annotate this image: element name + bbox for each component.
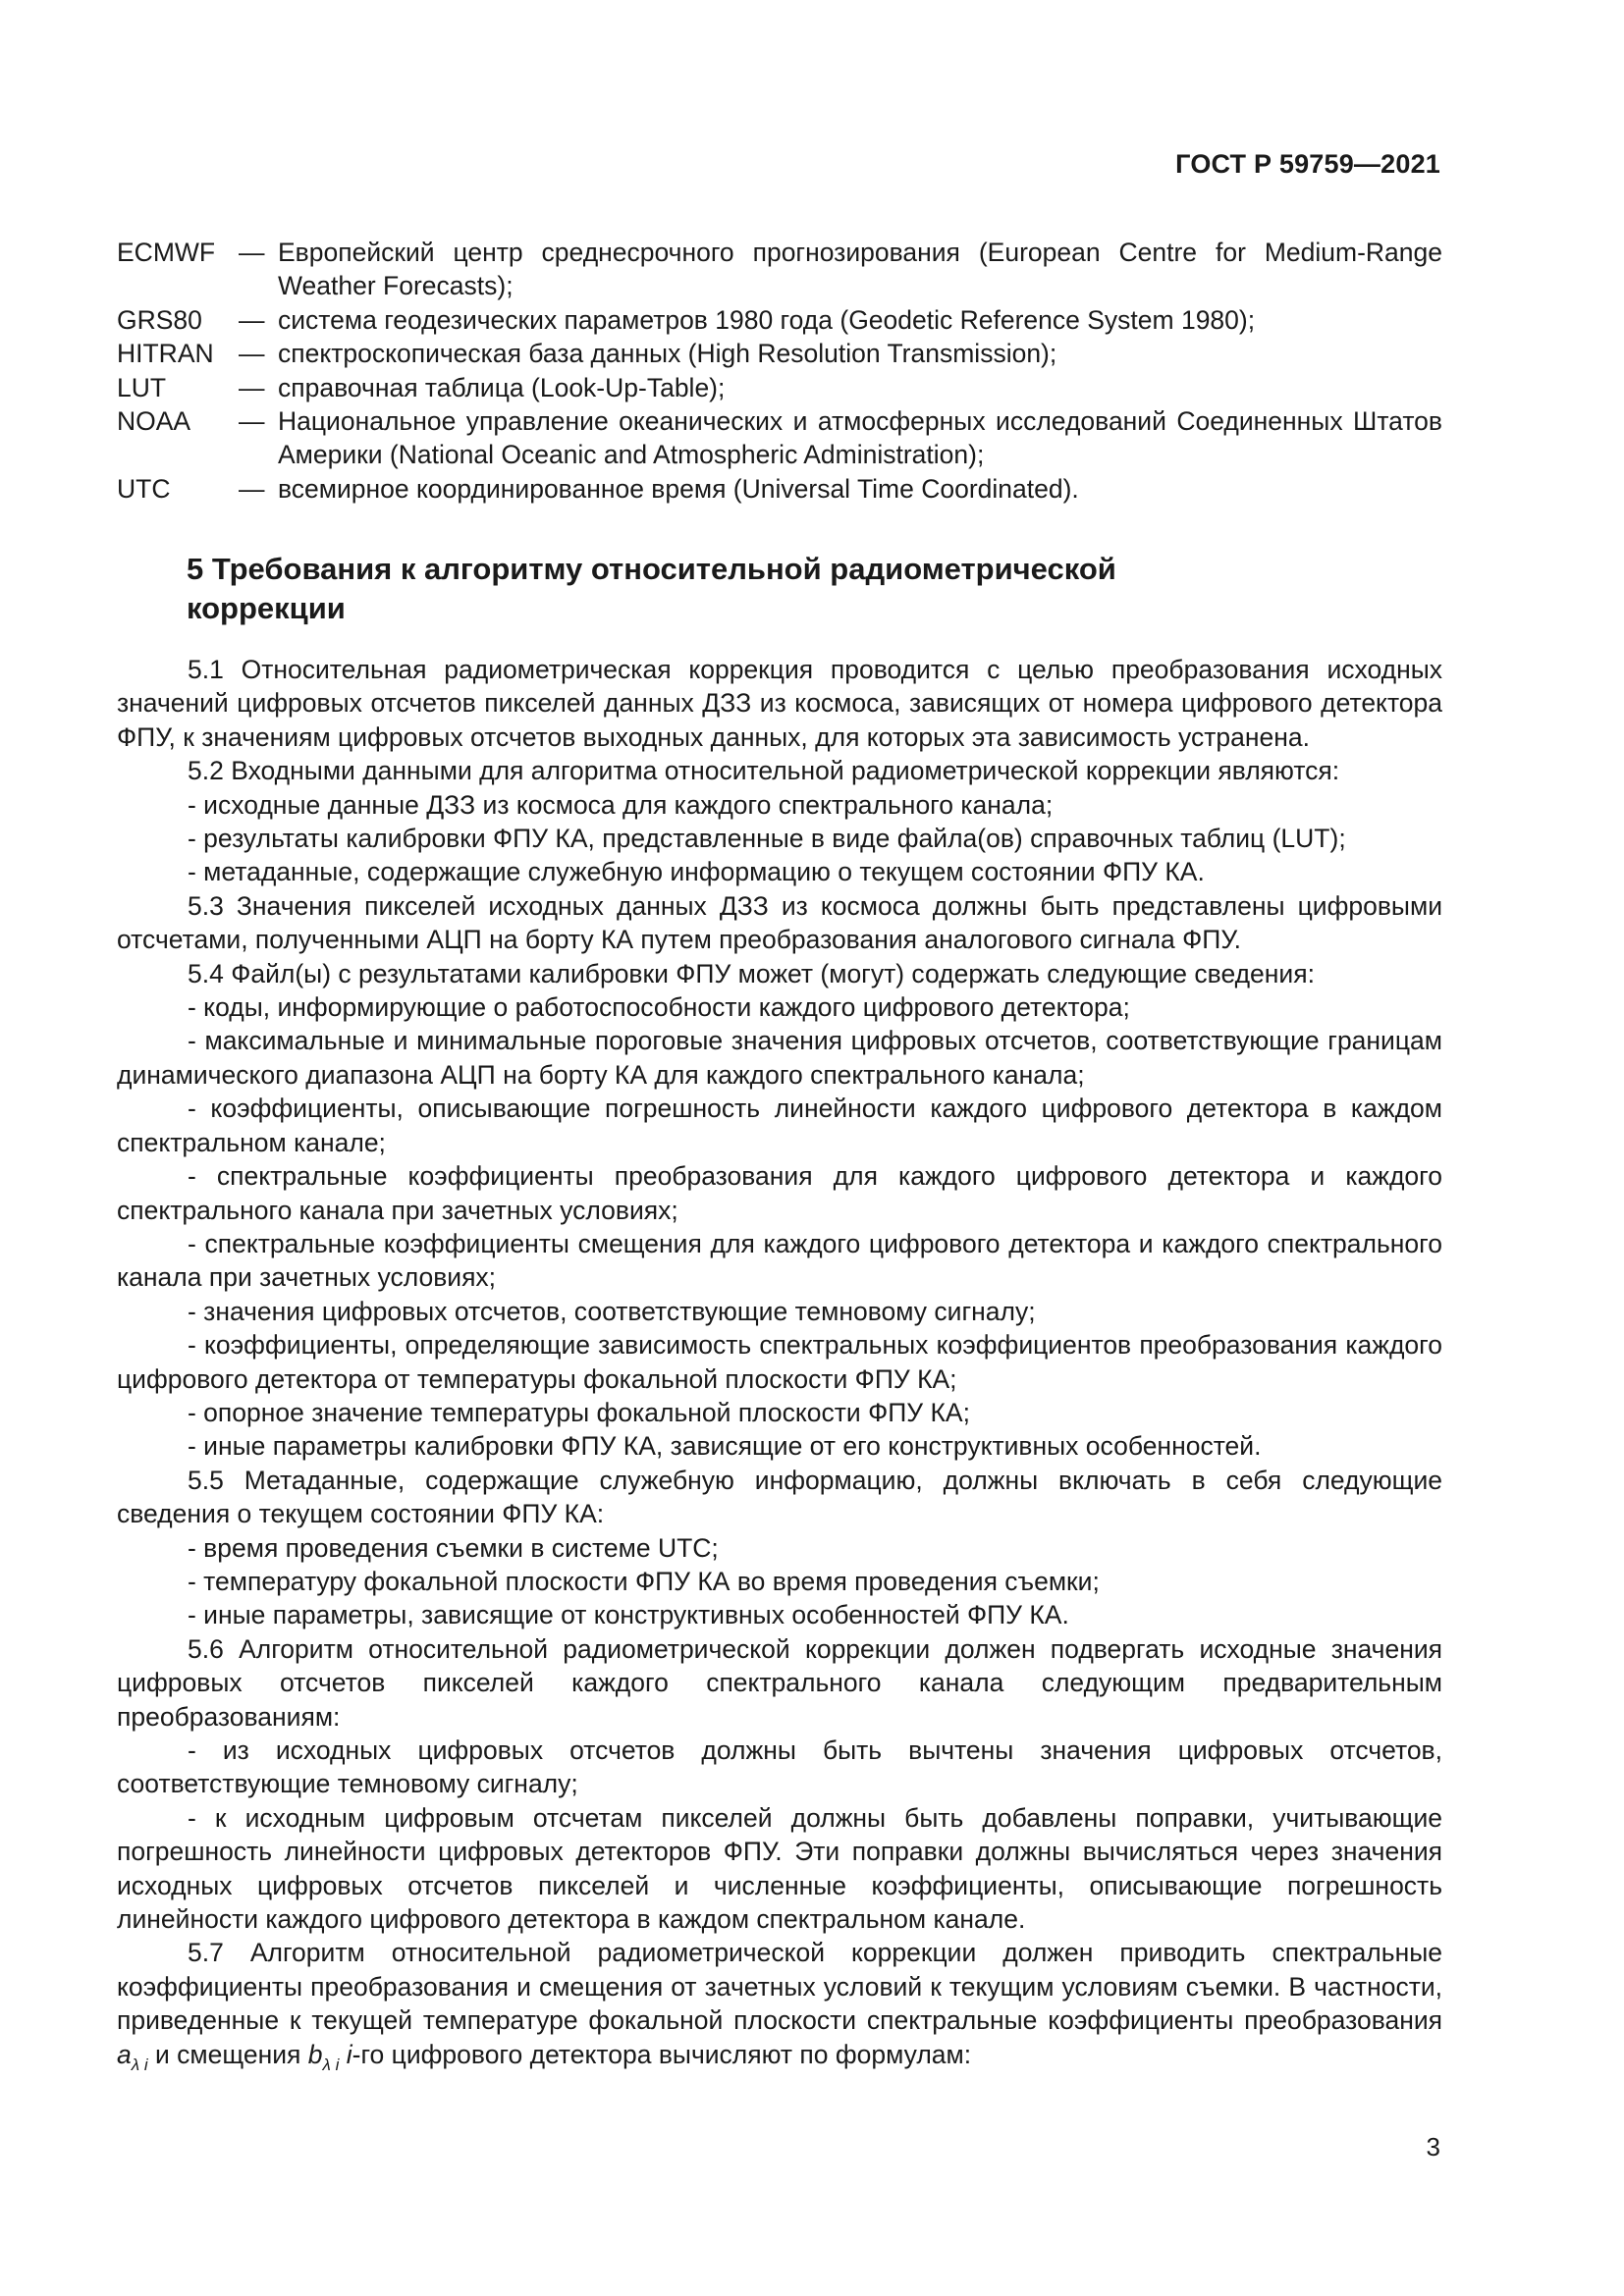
symbol-a: a — [117, 2039, 132, 2069]
list-item: - иные параметры калибровки ФПУ КА, зависящие от его конструктивных особенностей. — [188, 1431, 1262, 1462]
abbreviation-row — [117, 303, 1442, 337]
abbreviation-term: HITRAN — [117, 339, 214, 369]
paragraph: 5.4 Файл(ы) с результатами калибровки ФПУ может (могут) содержать следующие сведения: — [188, 958, 1315, 988]
list-item: - максимальные и минимальные пороговые значения цифровых отсчетов, соответствующие границам динамического диапазона АЦП на борту КА для каждого спектрального канала; — [117, 1026, 1442, 1090]
paragraph-text: 5.7 Алгоритм относительной радиометрической коррекции должен приводить спектральные коэффициенты преобразования и смещения от зачетных условий к текущим условиям съемки. В частности, приведенные к текущей температуре фокальной плоскости спектральные коэффициенты преобразования — [117, 1938, 1442, 2036]
abbreviation-definition: система геодезических параметров 1980 года (Geodetic Reference System 1980); — [278, 304, 1256, 335]
list-item: - иные параметры, зависящие от конструктивных особенностей ФПУ КА. — [188, 1600, 1069, 1630]
list-item: - коэффициенты, описывающие погрешность линейности каждого цифрового детектора в каждом спектральном канале; — [117, 1094, 1442, 1157]
list-item: - значения цифровых отсчетов, соответствующие темновому сигналу; — [188, 1296, 1036, 1326]
list-item: - метаданные, содержащие служебную информацию о текущем состоянии ФПУ КА. — [188, 857, 1205, 887]
paragraph: 5.3 Значения пикселей исходных данных ДЗЗ из космоса должны быть представлены цифровыми отсчетами, полученными АЦП на борту КА путем преобразования аналогового сигнала ФПУ. — [117, 890, 1442, 955]
abbreviation-row — [117, 337, 1442, 370]
paragraph-5-7 — [117, 1936, 1442, 2082]
abbreviation-row — [117, 472, 1442, 506]
list-item: - время проведения съемки в системе UTC; — [188, 1532, 719, 1563]
paragraph-text: и смещения — [147, 2039, 308, 2069]
abbreviation-term: NOAA — [117, 406, 191, 437]
paragraph: 5.1 Относительная радиометрическая коррекция проводится с целью преобразования исходных значений цифровых отсчетов пикселей данных ДЗЗ из космоса, зависящих от номера цифрового детектора ФПУ, к значениям цифровых отсчетов выходных данных, для которых эта зависимость устранена. — [117, 655, 1442, 752]
abbreviation-dash: — — [239, 406, 265, 437]
list-item: - температуру фокальной плоскости ФПУ КА во время проведения съемки; — [188, 1566, 1100, 1596]
abbreviation-row — [117, 404, 1442, 472]
subscript-a: λ i — [131, 2055, 148, 2074]
abbreviation-term: LUT — [117, 372, 167, 402]
list-item: - результаты калибровки ФПУ КА, представленные в виде файла(ов) справочных таблиц (LUT); — [188, 824, 1346, 854]
paragraph: 5.2 Входными данными для алгоритма относительной радиометрической коррекции являются: — [188, 756, 1340, 786]
paragraph-list — [117, 653, 1442, 1936]
list-item: - к исходным цифровым отсчетам пикселей должны быть добавлены поправки, учитывающие погрешность линейности цифровых детекторов ФПУ. Эти поправки должны вычисляться через значения исходных цифровых отсчетов пикселей и численные коэффициенты, описывающие погрешность линейности каждого цифрового детектора в каждом спектральном канале. — [117, 1802, 1442, 1935]
abbreviation-definition: справочная таблица (Look-Up-Table); — [278, 372, 726, 402]
paragraph: 5.5 Метаданные, содержащие служебную информацию, должны включать в себя следующие сведения о текущем состоянии ФПУ КА: — [117, 1465, 1442, 1529]
list-item: - спектральные коэффициенты смещения для каждого цифрового детектора и каждого спектрального канала при зачетных условиях; — [117, 1228, 1442, 1293]
paragraph-text: -го цифрового детектора вычисляют по формулам: — [352, 2039, 972, 2069]
list-item: - исходные данные ДЗЗ из космоса для каждого спектрального канала; — [188, 789, 1054, 820]
list-item: - коэффициенты, определяющие зависимость спектральных коэффициентов преобразования каждого цифрового детектора от температуры фокальной плоскости ФПУ КА; — [117, 1330, 1442, 1394]
list-item: - из исходных цифровых отсчетов должны быть вычтены значения цифровых отсчетов, соответствующие темновому сигналу; — [117, 1735, 1442, 1799]
abbreviation-dash: — — [239, 339, 265, 369]
abbreviation-dash: — — [239, 238, 265, 267]
abbreviation-dash: — — [239, 473, 265, 504]
subscript-b: λ i — [322, 2055, 340, 2074]
list-item: - спектральные коэффициенты преобразования для каждого цифрового детектора и каждого спектрального канала при зачетных условиях; — [117, 1161, 1442, 1225]
symbol-i: i — [339, 2039, 352, 2069]
section-title: 5 Требования к алгоритму относительной радиометрической коррекции — [187, 552, 1116, 625]
section-body — [117, 653, 1442, 2082]
paragraph: 5.6 Алгоритм относительной радиометрической коррекции должен подвергать исходные значения цифровых отсчетов пикселей каждого спектрального канала следующим предварительным преобразованиям: — [117, 1633, 1442, 1732]
abbreviation-row — [117, 236, 1442, 303]
abbreviation-definition: Национальное управление океанических и атмосферных исследований Соединенных Штатов Америки (National Oceanic and Atmospheric Administration); — [278, 406, 1442, 470]
list-item: - коды, информирующие о работоспособности каждого цифрового детектора; — [188, 992, 1130, 1023]
abbreviation-row — [117, 371, 1442, 404]
abbreviation-dash: — — [239, 304, 265, 335]
abbreviation-dash: — — [239, 372, 265, 402]
abbreviation-term: ECMWF — [117, 238, 216, 267]
abbreviation-term: UTC — [117, 473, 171, 504]
abbreviation-definition: спектроскопическая база данных (High Resolution Transmission); — [278, 339, 1057, 369]
standard-identifier: ГОСТ Р 59759—2021 — [1175, 149, 1440, 179]
abbreviation-term: GRS80 — [117, 304, 202, 335]
abbreviation-definition: Европейский центр среднесрочного прогнозирования (European Centre for Medium-Range Weather Forecasts); — [278, 238, 1442, 301]
abbreviation-definition: всемирное координированное время (Universal Time Coordinated). — [278, 473, 1079, 504]
list-item: - опорное значение температуры фокальной плоскости ФПУ КА; — [188, 1397, 970, 1427]
symbol-b: b — [307, 2039, 323, 2069]
abbreviations-list — [117, 236, 1442, 506]
page-number: 3 — [1426, 2132, 1440, 2162]
